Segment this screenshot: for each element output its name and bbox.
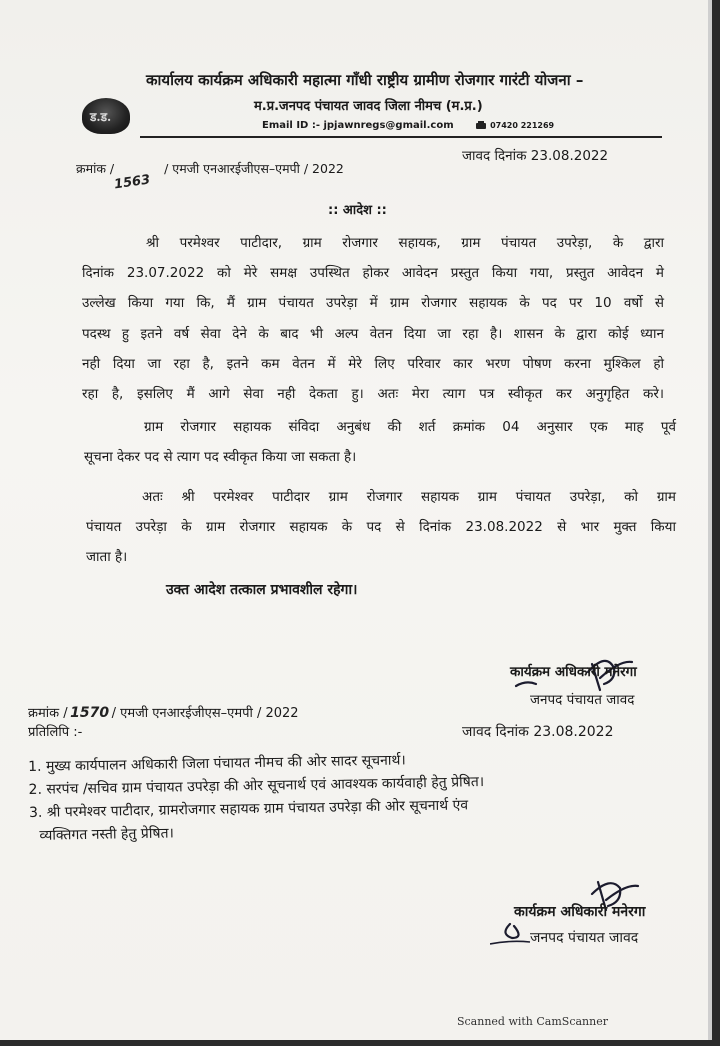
copy-label: प्रतिलिपि :- [28, 725, 83, 740]
para1-line: रहा है, इसलिए मैं आगे सेवा नही देकता हु। अतः मेरा त्याग पत्र स्वीकृत कर अनुगृहित करे। [82, 386, 664, 403]
para2-line: सूचना देकर पद से त्याग पद स्वीकृत किया जा सकता है। [84, 449, 357, 466]
signature2-title: कार्यक्रम अधिकारी मनेरगा [514, 904, 646, 920]
reference-prefix: क्रमांक / [76, 161, 115, 176]
signature2-office: जनपद पंचायत जावद [530, 930, 639, 946]
para1-line: नही दिया जा रहा है, इतने कम वेतन में मेरे लिए परिवार कार भरण पोषण करना मुश्किल हो [82, 355, 664, 372]
copy-list-item: 1. मुख्य कार्यपालन अधिकारी जिला पंचायत नीमच की ओर सादर सूचनार्थ। [28, 752, 406, 775]
reference-number: 1563 [113, 172, 152, 193]
letterhead-contact [262, 120, 554, 131]
letterhead-divider [140, 136, 662, 138]
copy-reference-suffix: / एमजी एनआरईजीएस–एमपी / 2022 [111, 706, 299, 721]
paragraph-2 [84, 412, 676, 472]
para3-line: अतः श्री परमेश्वर पाटीदार ग्राम रोजगार सहायक ग्राम पंचायत उपरेड़ा, को ग्राम [142, 489, 676, 505]
closing-statement: उक्त आदेश तत्काल प्रभावशील रहेगा। [166, 582, 358, 598]
paragraph-3 [86, 482, 676, 573]
letterhead-line2: म.प्र.जनपद पंचायत जावद जिला नीमच (म.प्र.) [254, 99, 483, 114]
scanner-watermark: Scanned with CamScanner [456, 1015, 608, 1028]
para3-line: पंचायत उपरेड़ा के ग्राम रोजगार सहायक के पद से दिनांक 23.08.2022 से भार मुक्त किया [86, 519, 676, 536]
copy-list-item: 3. श्री परमेश्वर पाटीदार, ग्रामरोजगार सहायक ग्राम पंचायत उपरेड़ा की ओर सूचनार्थ एंव [28, 797, 469, 821]
emblem-logo: ड.ड. [82, 98, 130, 134]
signature1-office: जनपद पंचायत जावद [530, 692, 635, 708]
signature1-title: कार्यक्रम अधिकारी मनेरगा [510, 664, 637, 680]
order-title: :: आदेश :: [328, 203, 387, 218]
copy-date: जावद दिनांक 23.08.2022 [462, 724, 614, 740]
para1-line: पदस्थ हु इतने वर्ष सेवा देने के बाद भी अल्प वेतन दिया जा रहा है। शासन के द्वारा कोई ध्यान [82, 325, 664, 342]
copy-reference-line [28, 703, 299, 721]
copy-list [28, 748, 485, 848]
copy-reference-number: 1570 [70, 705, 110, 721]
para2-line: ग्राम रोजगार सहायक संविदा अनुबंध की शर्त क्रमांक 04 अनुसार एक माह पूर्व [144, 419, 676, 435]
reference-date: जावद दिनांक 23.08.2022 [462, 148, 609, 164]
paragraph-1 [82, 228, 664, 409]
para1-line: उल्लेख किया गया कि, मैं ग्राम पंचायत उपरेड़ा में ग्राम रोजगार सहायक के पद पर 10 वर्षो से [82, 295, 664, 312]
para1-line: श्री परमेश्वर पाटीदार, ग्राम रोजगार सहायक, ग्राम पंचायत उपरेड़ा, के द्वारा [146, 235, 664, 251]
copy-list-item: व्यक्तिगत नस्ती हेतु प्रेषित। [39, 825, 174, 844]
reference-suffix: / एमजी एनआरईजीएस–एमपी / 2022 [164, 161, 344, 176]
email-text: Email ID :- jpjawnregs@gmail.com [262, 120, 454, 131]
para3-line: जाता है। [86, 549, 128, 566]
reference-line [76, 160, 344, 193]
para1-line: दिनांक 23.07.2022 को मेरे समक्ष उपस्थित होकर आवेदन प्रस्तुत किया गया, प्रस्तुत आवेदन मे [82, 265, 664, 282]
copy-reference-prefix: क्रमांक / [28, 706, 68, 721]
phone-text: 07420 221269 [490, 121, 555, 130]
copy-list-item: 2. सरपंच /सचिव ग्राम पंचायत उपरेड़ा की ओर सूचनार्थ एवं आवश्यक कार्यवाही हेतु प्रेषित। [28, 774, 485, 798]
phone-icon [475, 121, 487, 130]
letterhead-line1: कार्यालय कार्यक्रम अधिकारी महात्मा गाँधी राष्ट्रीय ग्रामीण रोजगार गारंटी योजना – [146, 71, 584, 89]
